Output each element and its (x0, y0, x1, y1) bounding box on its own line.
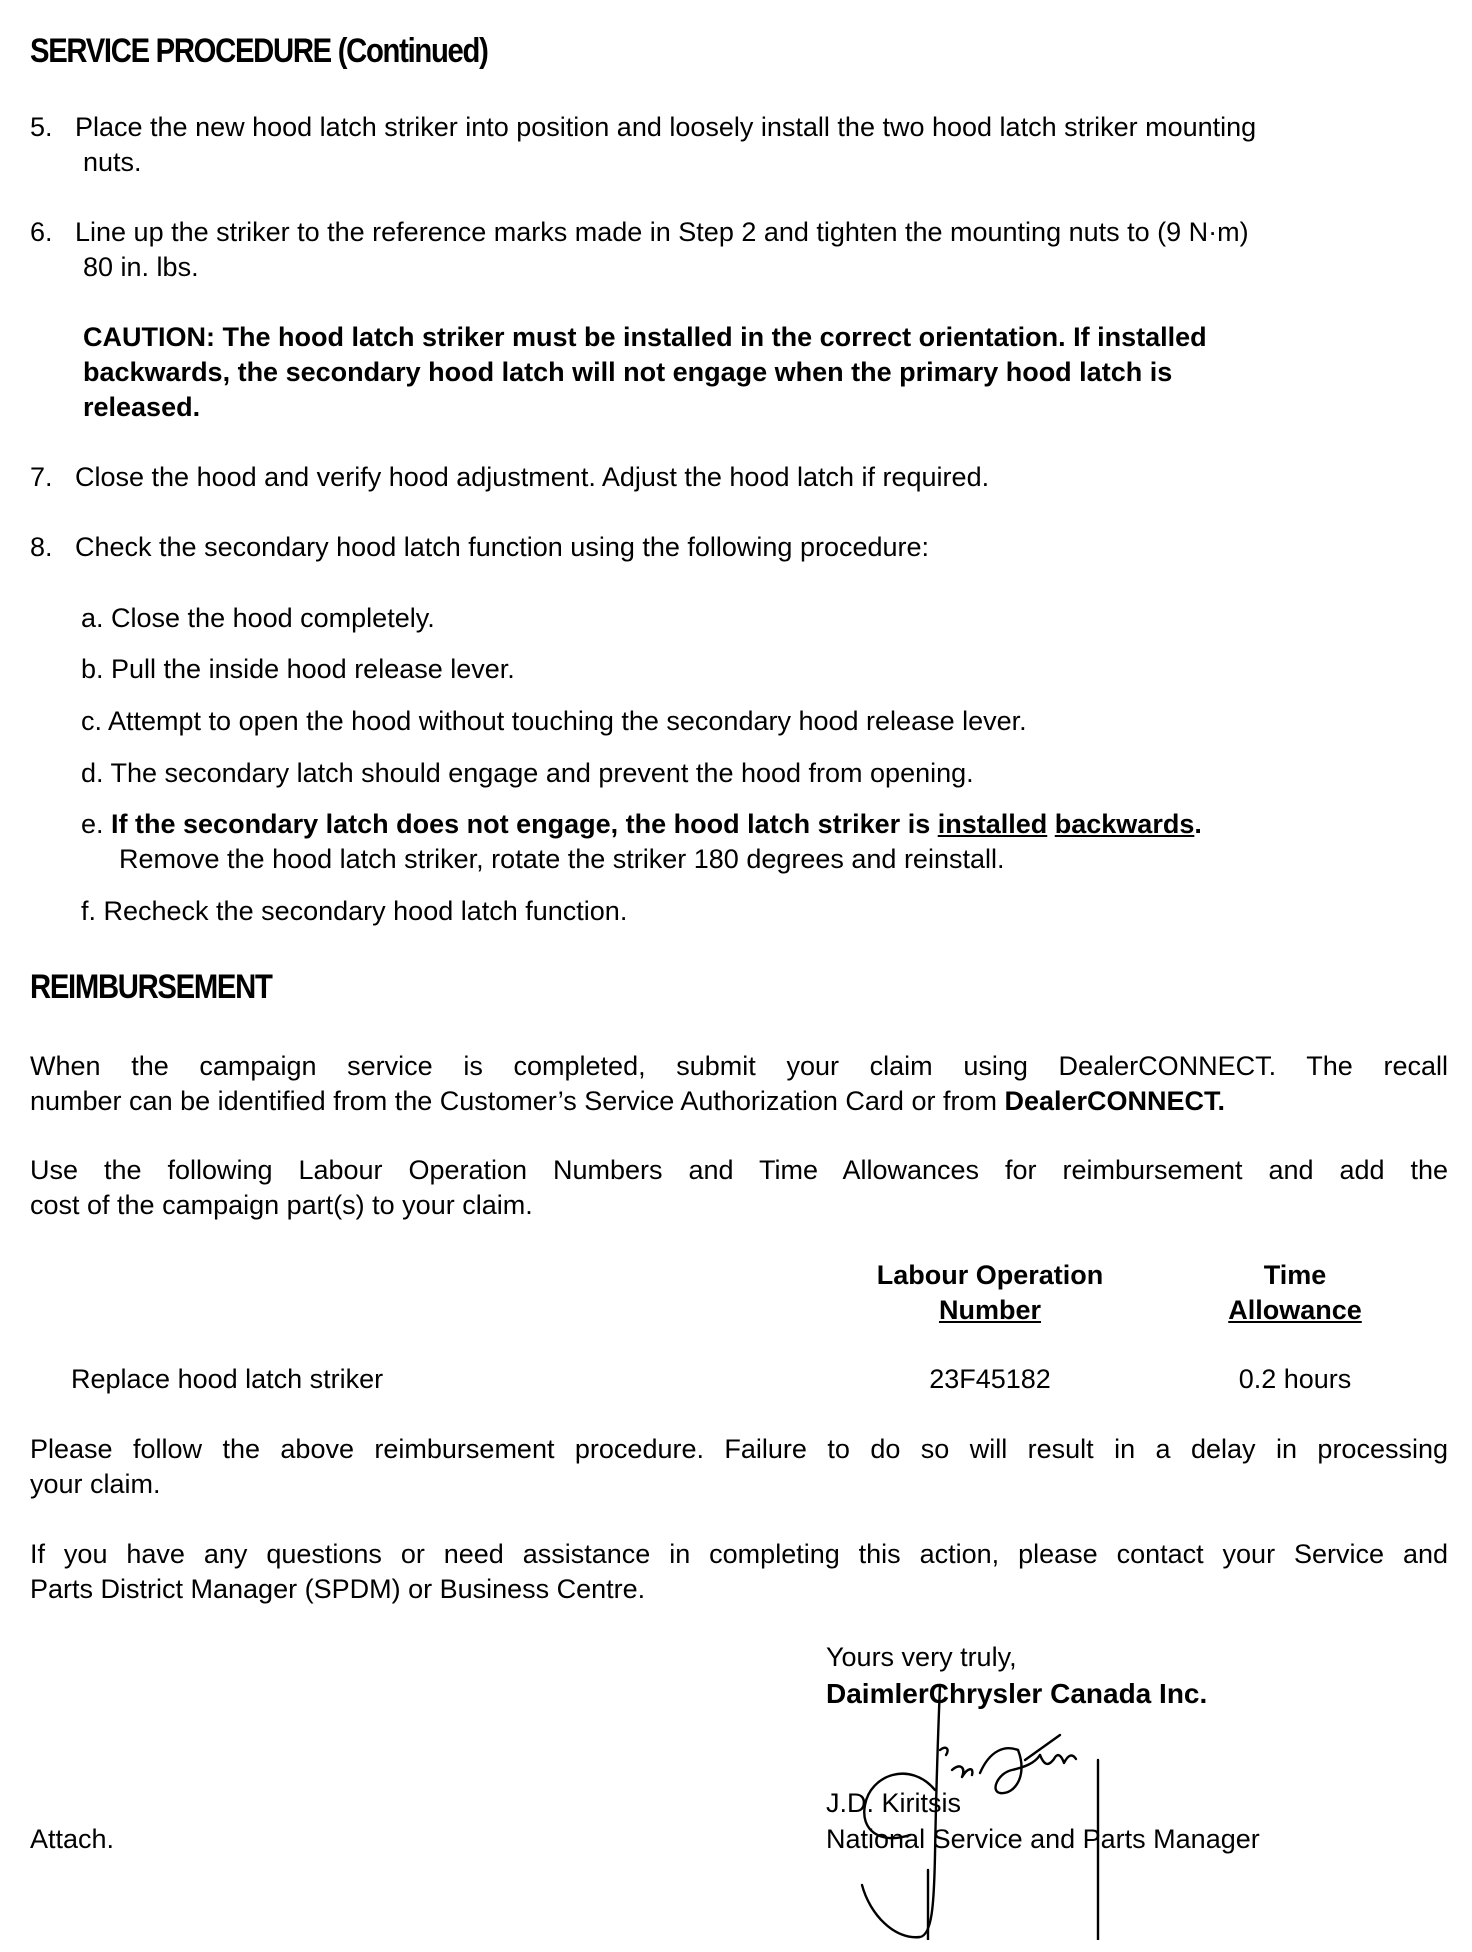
underlined-backwards: backwards (1054, 809, 1195, 839)
table-row-time-allowance: 0.2 hours (1238, 1364, 1352, 1394)
substep-e-prefix: e. (81, 809, 112, 839)
questions-paragraph-line-1: If you have any questions or need assistance in completing this action, please contact your Service and (30, 1539, 1448, 1569)
attach-label: Attach. (30, 1824, 115, 1854)
reimbursement-paragraph-1 (30, 1049, 1448, 1119)
step-6-line-2: 80 in. lbs. (83, 252, 199, 282)
time-allowance-header (1170, 1258, 1420, 1328)
caution-note (83, 320, 1463, 425)
step-6-line-1: Line up the striker to the reference marks made in Step 2 and tighten the mounting nuts to (9 N·m) (75, 217, 1249, 247)
labour-operation-header-line-2: Number (938, 1295, 1041, 1325)
follow-paragraph-line-2: your claim. (30, 1469, 161, 1499)
step-5 (30, 110, 1450, 180)
substep-a: a. Close the hood completely. (81, 603, 435, 633)
substep-e-line-1 (81, 807, 1461, 842)
labour-operation-header (840, 1258, 1140, 1328)
substep-d: d. The secondary latch should engage and prevent the hood from opening. (81, 758, 974, 788)
step-number: 5. (30, 112, 53, 142)
step-number: 8. (30, 532, 53, 562)
follow-procedure-paragraph (30, 1432, 1448, 1502)
step-number: 7. (30, 462, 53, 492)
caution-line-2: backwards, the secondary hood latch will not engage when the primary hood latch is (83, 357, 1173, 387)
follow-paragraph-line-1: Please follow the above reimbursement procedure. Failure to do so will result in a delay in processing (30, 1434, 1448, 1464)
substep-c: c. Attempt to open the hood without touching the secondary hood release lever. (81, 706, 1027, 736)
reimb-para1-line-1: When the campaign service is completed, submit your claim using DealerCONNECT. The recall (30, 1051, 1448, 1081)
reimb-para2-line-2: cost of the campaign part(s) to your claim. (30, 1190, 533, 1220)
questions-paragraph (30, 1537, 1448, 1607)
reimbursement-heading: REIMBURSEMENT (30, 968, 272, 1006)
time-allowance-header-line-2: Allowance (1228, 1295, 1362, 1325)
substep-f: f. Recheck the secondary hood latch function. (81, 896, 628, 926)
company-name: DaimlerChrysler Canada Inc. (826, 1678, 1208, 1709)
service-procedure-heading: SERVICE PROCEDURE (Continued) (30, 32, 488, 70)
time-allowance-header-line-1: Time (1263, 1260, 1327, 1290)
closing-salutation: Yours very truly, (826, 1642, 1017, 1672)
caution-line-1: CAUTION: The hood latch striker must be installed in the correct orientation. If installed (83, 322, 1207, 352)
table-row-description: Replace hood latch striker (71, 1364, 384, 1394)
substep-b: b. Pull the inside hood release lever. (81, 654, 515, 684)
substep-e (81, 807, 1461, 877)
table-row-operation-number: 23F45182 (929, 1364, 1051, 1394)
reimb-para1-line-2-text: number can be identified from the Customer’s Service Authorization Card or from (30, 1086, 1005, 1116)
step-7-line-1: Close the hood and verify hood adjustment. Adjust the hood latch if required. (75, 462, 990, 492)
substep-e-bold: If the secondary latch does not engage, the hood latch striker is (111, 809, 938, 839)
caution-line-3: released. (83, 392, 201, 422)
reimbursement-paragraph-2 (30, 1153, 1448, 1223)
reimb-para2-line-1: Use the following Labour Operation Numbers and Time Allowances for reimbursement and add the (30, 1155, 1448, 1185)
step-number: 6. (30, 217, 53, 247)
labour-operation-header-line-1: Labour Operation (876, 1260, 1104, 1290)
signatory-title: National Service and Parts Manager (826, 1824, 1260, 1854)
step-8 (30, 530, 1450, 565)
step-8-line-1: Check the secondary hood latch function using the following procedure: (75, 532, 930, 562)
underlined-installed: installed (937, 809, 1048, 839)
step-5-line-2: nuts. (83, 147, 142, 177)
questions-paragraph-line-2: Parts District Manager (SPDM) or Business Centre. (30, 1574, 646, 1604)
substep-e-line-2: Remove the hood latch striker, rotate the striker 180 degrees and reinstall. (119, 844, 1005, 874)
step-5-line-1: Place the new hood latch striker into position and loosely install the two hood latch striker mounting (75, 112, 1257, 142)
step-6 (30, 215, 1450, 285)
step-7 (30, 460, 1450, 495)
substep-e-period: . (1194, 809, 1202, 839)
dealerconnect-bold: DealerCONNECT. (1004, 1086, 1226, 1116)
reimb-para1-line-2 (30, 1084, 1448, 1119)
signatory-name: J.D. Kiritsis (826, 1788, 961, 1818)
